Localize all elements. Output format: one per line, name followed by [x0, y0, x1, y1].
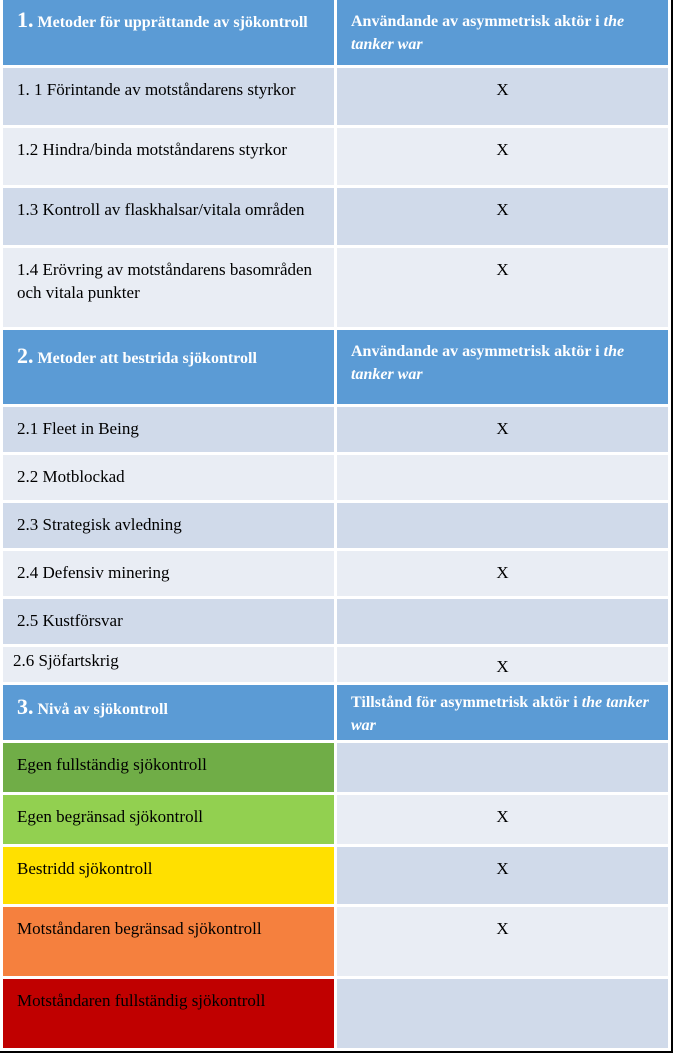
row-label: 2.1 Fleet in Being: [17, 419, 139, 438]
row-mark: X: [496, 807, 509, 826]
section1-header: [0, 0, 673, 68]
section2-title: Metoder att bestrida sjökontroll: [37, 350, 257, 367]
row-mark: X: [496, 859, 509, 878]
table-row: [0, 248, 673, 330]
row-mark: X: [496, 563, 509, 582]
row-mark: X: [496, 260, 509, 279]
table-row: [0, 907, 673, 979]
section1-number: 1.: [17, 7, 34, 32]
row-label: 2.6 Sjöfartskrig: [13, 651, 119, 670]
table-row: [0, 407, 673, 455]
row-label: Motståndaren begränsad sjökontroll: [17, 919, 262, 938]
section2-number: 2.: [17, 343, 34, 368]
section1-title: Metoder för upprättande av sjökontroll: [37, 14, 308, 31]
row-mark: X: [496, 200, 509, 219]
section1-title-cell: [0, 0, 337, 68]
row-label: 2.2 Motblockad: [17, 467, 125, 486]
table-row: [0, 503, 673, 551]
row-label: 2.5 Kustförsvar: [17, 611, 123, 630]
section2-col2-prefix: Användande av asymmetrisk aktör i: [351, 343, 604, 360]
level-cell: [0, 847, 337, 907]
row-label: 2.3 Strategisk avledning: [17, 515, 182, 534]
table-row: [0, 847, 673, 907]
row-label: Egen fullständig sjökontroll: [17, 755, 207, 774]
level-cell: [0, 907, 337, 979]
row-label: 1.4 Erövring av motståndarens basområden och vitala punkter: [17, 260, 313, 302]
section3-col2-header: [334, 685, 671, 743]
section3-title-cell: [0, 685, 337, 743]
table-row: [0, 795, 673, 847]
table-row: [0, 551, 673, 599]
section1-col2-header: [334, 0, 671, 68]
row-label: 1.3 Kontroll av flaskhalsar/vitala områden: [17, 200, 305, 219]
row-label: 2.4 Defensiv minering: [17, 563, 170, 582]
row-mark: X: [496, 657, 509, 676]
table-row: [0, 455, 673, 503]
row-mark: X: [496, 919, 509, 938]
level-cell: [0, 979, 337, 1051]
section1-col2-prefix: Användande av asymmetrisk aktör i: [351, 13, 604, 30]
row-label: 1. 1 Förintande av motståndarens styrkor: [17, 80, 296, 99]
section3-title: Nivå av sjökontroll: [37, 701, 168, 718]
table-row: [0, 743, 673, 795]
section2-col2-italic: the tanker war: [351, 343, 625, 383]
level-cell: [0, 743, 337, 795]
section3-col2-prefix: Tillstånd för asymmetrisk aktör i: [351, 694, 582, 711]
section2-header: [0, 330, 673, 407]
section3-number: 3.: [17, 694, 34, 719]
row-label: Bestridd sjökontroll: [17, 859, 153, 878]
table-row: [0, 68, 673, 128]
section3-header: [0, 685, 673, 743]
section2-col2-header: [334, 330, 671, 407]
table-row: [0, 599, 673, 647]
section3-col2-italic: the tanker war: [351, 694, 649, 734]
row-label: Motståndaren fullständig sjökontroll: [17, 991, 266, 1010]
row-label: Egen begränsad sjökontroll: [17, 807, 204, 826]
table-row: [0, 647, 673, 685]
level-cell: [0, 795, 337, 847]
row-mark: X: [496, 419, 509, 438]
section1-col2-italic: the tanker war: [351, 13, 625, 53]
row-mark: X: [496, 140, 509, 159]
table-row: [0, 188, 673, 248]
row-mark: X: [496, 80, 509, 99]
table-row: [0, 128, 673, 188]
section2-title-cell: [0, 330, 337, 407]
table-row: [0, 979, 673, 1051]
row-label: 1.2 Hindra/binda motståndarens styrkor: [17, 140, 288, 159]
